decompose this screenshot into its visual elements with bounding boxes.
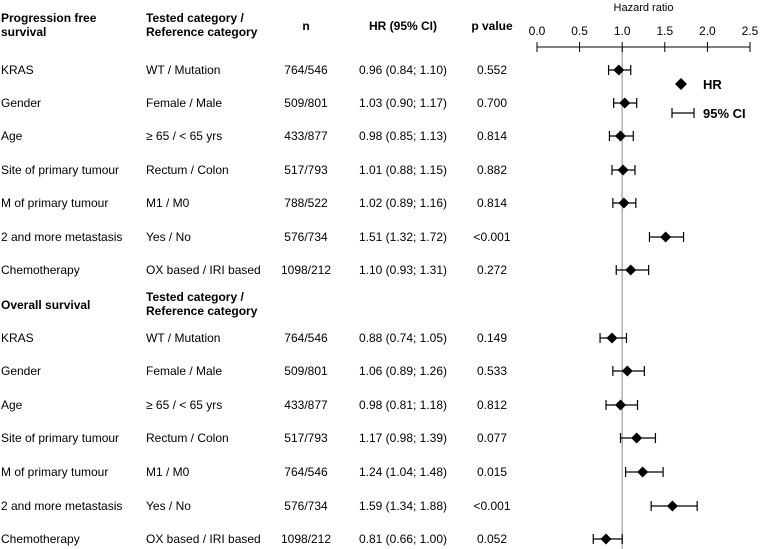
row-hr-ci: 1.01 (0.88; 1.15) bbox=[358, 163, 448, 177]
row-category: Yes / No bbox=[146, 499, 191, 513]
legend-hr-label: HR bbox=[703, 77, 722, 92]
row-p-value: 0.272 bbox=[476, 263, 508, 277]
hr-marker bbox=[625, 265, 636, 276]
row-p-value: 0.814 bbox=[476, 129, 508, 143]
row-category: M1 / M0 bbox=[146, 465, 190, 479]
x-tick-label: 0.5 bbox=[571, 24, 588, 38]
row-hr-ci: 0.81 (0.66; 1.00) bbox=[358, 532, 448, 546]
hr-marker bbox=[615, 131, 626, 142]
row-category: M1 / M0 bbox=[146, 196, 190, 210]
hr-marker bbox=[622, 366, 633, 377]
hr-marker bbox=[637, 467, 648, 478]
hr-marker bbox=[601, 534, 612, 545]
pfs-p-header: p value bbox=[471, 19, 513, 33]
row-p-value: 0.015 bbox=[476, 465, 508, 479]
row-hr-ci: 0.96 (0.84; 1.10) bbox=[358, 63, 448, 77]
os-category-header: Tested category / Reference category bbox=[146, 290, 258, 318]
row-category: Female / Male bbox=[146, 364, 223, 378]
hr-marker bbox=[618, 198, 629, 209]
row-label: Gender bbox=[1, 96, 42, 110]
row-hr-ci: 1.06 (0.89; 1.26) bbox=[358, 364, 448, 378]
row-n: 517/793 bbox=[284, 431, 328, 445]
row-hr-ci: 1.59 (1.34; 1.88) bbox=[358, 499, 448, 513]
row-p-value: 0.700 bbox=[476, 96, 508, 110]
row-hr-ci: 1.24 (1.04; 1.48) bbox=[358, 465, 448, 479]
x-tick-label: 2.0 bbox=[699, 24, 716, 38]
row-hr-ci: 0.98 (0.81; 1.18) bbox=[358, 398, 448, 412]
legend-ci-label: 95% CI bbox=[703, 106, 746, 121]
row-category: Female / Male bbox=[146, 96, 223, 110]
hr-marker bbox=[618, 165, 629, 176]
row-p-value: 0.812 bbox=[476, 398, 508, 412]
row-n: 509/801 bbox=[284, 364, 328, 378]
row-n: 788/522 bbox=[284, 196, 328, 210]
row-category: Rectum / Colon bbox=[146, 431, 229, 445]
row-p-value: 0.882 bbox=[476, 163, 508, 177]
row-n: 764/546 bbox=[284, 465, 328, 479]
row-label: 2 and more metastasis bbox=[1, 230, 123, 244]
row-p-value: 0.533 bbox=[476, 364, 508, 378]
row-category: Rectum / Colon bbox=[146, 163, 229, 177]
row-label: Site of primary tumour bbox=[1, 163, 120, 177]
hr-marker bbox=[631, 433, 642, 444]
pfs-section-header: Progression free survival bbox=[1, 11, 97, 39]
x-axis-title: Hazard ratio bbox=[613, 2, 674, 14]
row-hr-ci: 1.02 (0.89; 1.16) bbox=[358, 196, 448, 210]
row-label: M of primary tumour bbox=[1, 465, 109, 479]
row-hr-ci: 1.10 (0.93; 1.31) bbox=[358, 263, 448, 277]
row-hr-ci: 0.88 (0.74; 1.05) bbox=[358, 331, 448, 345]
x-tick-label: 2.5 bbox=[741, 24, 759, 38]
row-label: Chemotherapy bbox=[1, 532, 80, 546]
row-p-value: 0.077 bbox=[476, 431, 508, 445]
row-n: 576/734 bbox=[284, 499, 328, 513]
row-p-value: <0.001 bbox=[473, 230, 511, 244]
row-category: ≥ 65 / < 65 yrs bbox=[146, 129, 223, 143]
os-section-header: Overall survival bbox=[1, 298, 91, 312]
row-category: OX based / IRI based bbox=[146, 263, 261, 277]
row-category: WT / Mutation bbox=[146, 331, 221, 345]
x-tick-label: 1.0 bbox=[613, 24, 631, 38]
pfs-n-header: n bbox=[302, 19, 310, 33]
row-label: KRAS bbox=[1, 331, 34, 345]
row-n: 433/877 bbox=[284, 129, 328, 143]
row-category: OX based / IRI based bbox=[146, 532, 261, 546]
row-hr-ci: 1.51 (1.32; 1.72) bbox=[358, 230, 448, 244]
row-p-value: <0.001 bbox=[473, 499, 511, 513]
row-label: Age bbox=[1, 129, 23, 143]
x-tick-label: 0.0 bbox=[528, 24, 546, 38]
row-n: 1098/212 bbox=[280, 263, 332, 277]
row-category: WT / Mutation bbox=[146, 63, 221, 77]
pfs-hr-header: HR (95% CI) bbox=[368, 19, 437, 33]
row-p-value: 0.052 bbox=[476, 532, 508, 546]
row-label: Gender bbox=[1, 364, 42, 378]
row-p-value: 0.149 bbox=[476, 331, 508, 345]
row-label: 2 and more metastasis bbox=[1, 499, 123, 513]
row-label: Age bbox=[1, 398, 23, 412]
row-n: 517/793 bbox=[284, 163, 328, 177]
row-n: 576/734 bbox=[284, 230, 328, 244]
row-label: M of primary tumour bbox=[1, 196, 109, 210]
row-label: Site of primary tumour bbox=[1, 431, 120, 445]
row-p-value: 0.552 bbox=[476, 63, 508, 77]
row-label: Chemotherapy bbox=[1, 263, 80, 277]
row-n: 509/801 bbox=[284, 96, 328, 110]
hr-marker bbox=[619, 98, 630, 109]
pfs-category-header: Tested category / Reference category bbox=[146, 11, 258, 39]
row-hr-ci: 1.03 (0.90; 1.17) bbox=[358, 96, 448, 110]
row-label: KRAS bbox=[1, 63, 34, 77]
hr-marker bbox=[606, 333, 617, 344]
hr-marker bbox=[660, 232, 671, 243]
row-hr-ci: 0.98 (0.85; 1.13) bbox=[358, 129, 448, 143]
x-tick-label: 1.5 bbox=[656, 24, 674, 38]
hr-marker bbox=[667, 501, 678, 512]
hr-marker bbox=[615, 400, 626, 411]
row-n: 433/877 bbox=[284, 398, 328, 412]
row-category: Yes / No bbox=[146, 230, 191, 244]
row-n: 764/546 bbox=[284, 63, 328, 77]
legend-hr-marker bbox=[675, 78, 687, 90]
row-n: 1098/212 bbox=[280, 532, 332, 546]
row-p-value: 0.814 bbox=[476, 196, 508, 210]
row-category: ≥ 65 / < 65 yrs bbox=[146, 398, 223, 412]
row-hr-ci: 1.17 (0.98; 1.39) bbox=[358, 431, 448, 445]
row-n: 764/546 bbox=[284, 331, 328, 345]
